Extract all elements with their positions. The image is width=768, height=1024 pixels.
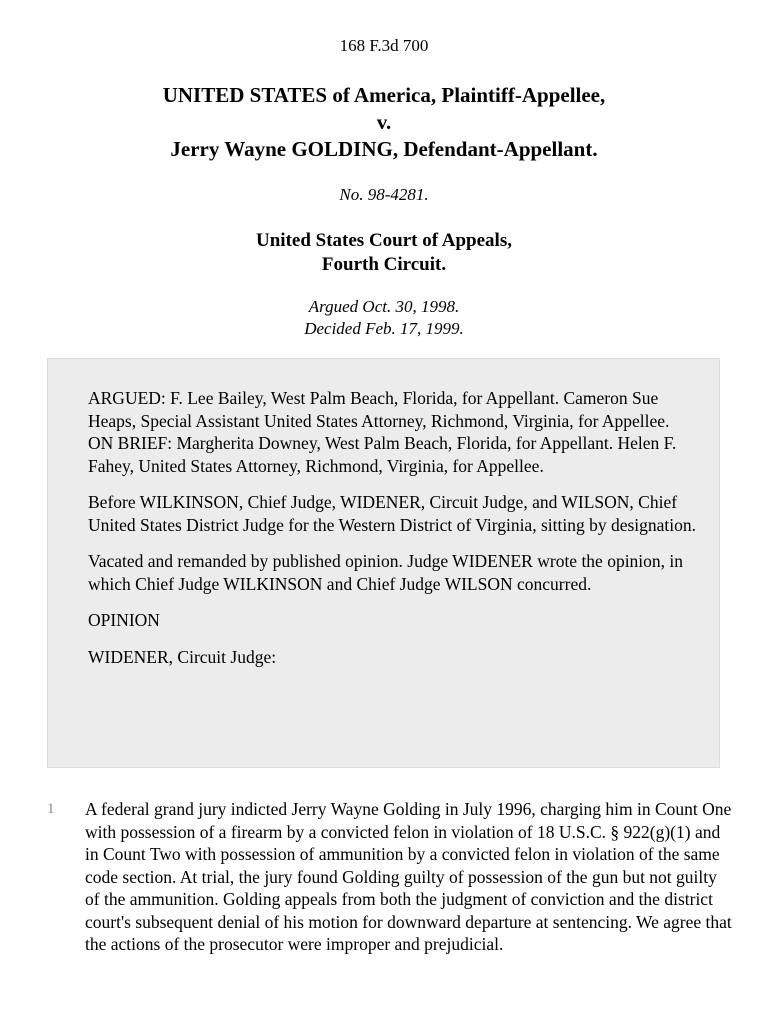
plaintiff-line: UNITED STATES of America, Plaintiff-Appellee,: [162, 83, 606, 107]
opinion-author: WIDENER, Circuit Judge:: [88, 646, 277, 667]
court-name-line1: United States Court of Appeals,: [256, 230, 512, 251]
case-dates: [0, 296, 768, 340]
court-name-line2: Fourth Circuit.: [321, 254, 447, 275]
defendant-line: Jerry Wayne GOLDING, Defendant-Appellant.: [170, 137, 598, 161]
decided-date: Decided Feb. 17, 1999.: [304, 319, 464, 338]
court-name: [0, 229, 768, 277]
versus-line: v.: [376, 110, 392, 134]
disposition-paragraph: Vacated and remanded by published opinion. Judge WIDENER wrote the opinion, in which Chief Judge WILKINSON and Chief Judge WILSON concurred.: [88, 551, 684, 594]
paragraph-number: 1: [47, 801, 55, 817]
paragraph-text: A federal grand jury indicted Jerry Wayne Golding in July 1996, charging him in Count One with possession of a firearm by a convicted felon in violation of 18 U.S.C. § 922(g)(1) and in Count Two with possession of ammunition by a convicted felon in violation of the same code section. At trial, the jury found Golding guilty of possession of the gun but not guilty of the ammunition. Golding appeals from both the judgment of conviction and the district court's subsequent denial of his motion for downward departure at sentencing. We agree that the actions of the prosecutor were improper and prejudicial.: [85, 799, 732, 954]
argued-date: Argued Oct. 30, 1998.: [308, 297, 460, 316]
docket-number: No. 98-4281.: [339, 185, 429, 204]
opinion-heading: OPINION: [88, 610, 160, 630]
panel-paragraph: Before WILKINSON, Chief Judge, WIDENER, Circuit Judge, and WILSON, Chief United States District Judge for the Western District of Virginia, sitting by designation.: [88, 492, 697, 535]
case-citation: 168 F.3d 700: [339, 36, 429, 55]
counsel-paragraph: ARGUED: F. Lee Bailey, West Palm Beach, Florida, for Appellant. Cameron Sue Heaps, Special Assistant United States Attorney, Richmond, Virginia, for Appellee. ON BRIEF: Margherita Downey, West Palm Beach, Florida, for Appellant. Helen F. Fahey, United States Attorney, Richmond, Virginia, for Appellee.: [88, 388, 677, 476]
case-summary-box: [47, 358, 720, 768]
case-caption: [0, 82, 768, 163]
